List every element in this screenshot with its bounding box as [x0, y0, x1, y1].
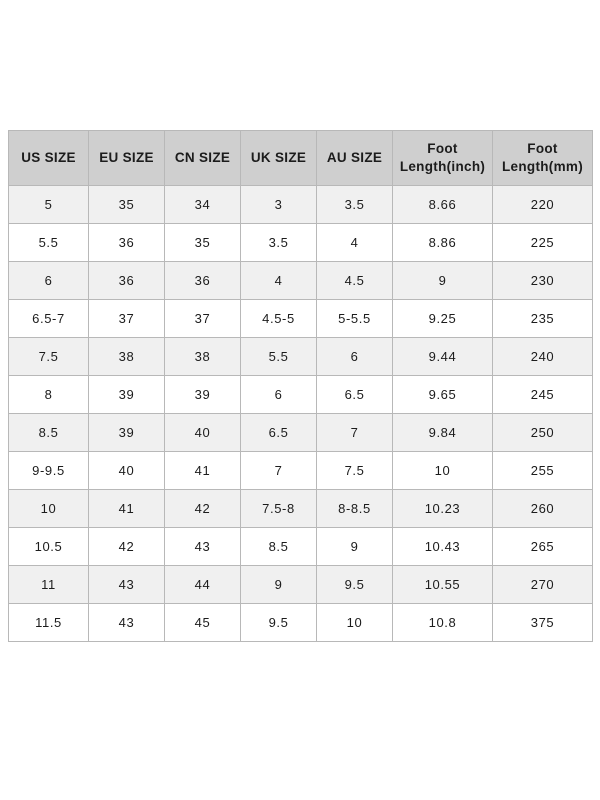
cell-eu-size: 40 [89, 452, 165, 490]
cell-us-size: 11.5 [9, 604, 89, 642]
table-row [9, 528, 593, 566]
cell-foot-length-inch: 9.25 [393, 300, 493, 338]
cell-foot-length-inch: 9 [393, 262, 493, 300]
table-row [9, 414, 593, 452]
cell-uk-size: 6 [241, 376, 317, 414]
column-header-uk-size: UK SIZE [241, 131, 317, 186]
cell-uk-size: 3.5 [241, 224, 317, 262]
cell-foot-length-inch: 9.44 [393, 338, 493, 376]
cell-eu-size: 43 [89, 604, 165, 642]
cell-uk-size: 7 [241, 452, 317, 490]
cell-cn-size: 40 [165, 414, 241, 452]
cell-uk-size: 9 [241, 566, 317, 604]
cell-foot-length-inch: 8.66 [393, 186, 493, 224]
cell-foot-length-mm: 375 [493, 604, 593, 642]
cell-eu-size: 41 [89, 490, 165, 528]
cell-foot-length-mm: 240 [493, 338, 593, 376]
cell-au-size: 4 [317, 224, 393, 262]
cell-eu-size: 42 [89, 528, 165, 566]
table-row [9, 566, 593, 604]
cell-us-size: 10.5 [9, 528, 89, 566]
shoe-size-chart-table [8, 130, 593, 642]
cell-us-size: 10 [9, 490, 89, 528]
cell-au-size: 6.5 [317, 376, 393, 414]
cell-au-size: 10 [317, 604, 393, 642]
cell-foot-length-mm: 225 [493, 224, 593, 262]
cell-uk-size: 7.5-8 [241, 490, 317, 528]
cell-au-size: 7.5 [317, 452, 393, 490]
column-header-us-size: US SIZE [9, 131, 89, 186]
cell-foot-length-inch: 10.8 [393, 604, 493, 642]
cell-au-size: 9 [317, 528, 393, 566]
cell-eu-size: 36 [89, 224, 165, 262]
cell-au-size: 8-8.5 [317, 490, 393, 528]
cell-uk-size: 4 [241, 262, 317, 300]
cell-uk-size: 5.5 [241, 338, 317, 376]
cell-foot-length-mm: 260 [493, 490, 593, 528]
cell-us-size: 6 [9, 262, 89, 300]
column-header-foot-length-inch: Foot Length(inch) [393, 131, 493, 186]
column-header-cn-size: CN SIZE [165, 131, 241, 186]
cell-uk-size: 9.5 [241, 604, 317, 642]
cell-eu-size: 37 [89, 300, 165, 338]
cell-foot-length-mm: 230 [493, 262, 593, 300]
cell-us-size: 5.5 [9, 224, 89, 262]
cell-cn-size: 41 [165, 452, 241, 490]
cell-cn-size: 36 [165, 262, 241, 300]
table-body [9, 186, 593, 642]
cell-foot-length-inch: 10 [393, 452, 493, 490]
cell-foot-length-mm: 235 [493, 300, 593, 338]
table-row [9, 338, 593, 376]
cell-foot-length-inch: 10.43 [393, 528, 493, 566]
table-row [9, 490, 593, 528]
cell-cn-size: 39 [165, 376, 241, 414]
cell-foot-length-mm: 245 [493, 376, 593, 414]
cell-cn-size: 44 [165, 566, 241, 604]
cell-cn-size: 35 [165, 224, 241, 262]
cell-foot-length-mm: 220 [493, 186, 593, 224]
cell-us-size: 8 [9, 376, 89, 414]
column-header-foot-length-mm: Foot Length(mm) [493, 131, 593, 186]
cell-au-size: 4.5 [317, 262, 393, 300]
size-chart-table-wrapper [8, 130, 592, 642]
cell-eu-size: 39 [89, 414, 165, 452]
table-row [9, 604, 593, 642]
cell-au-size: 3.5 [317, 186, 393, 224]
column-header-au-size: AU SIZE [317, 131, 393, 186]
cell-cn-size: 42 [165, 490, 241, 528]
cell-au-size: 5-5.5 [317, 300, 393, 338]
table-header-row [9, 131, 593, 186]
cell-cn-size: 38 [165, 338, 241, 376]
cell-foot-length-inch: 8.86 [393, 224, 493, 262]
table-row [9, 376, 593, 414]
table-header [9, 131, 593, 186]
cell-cn-size: 34 [165, 186, 241, 224]
cell-eu-size: 39 [89, 376, 165, 414]
table-row [9, 224, 593, 262]
table-row [9, 452, 593, 490]
cell-cn-size: 37 [165, 300, 241, 338]
cell-cn-size: 43 [165, 528, 241, 566]
cell-foot-length-mm: 270 [493, 566, 593, 604]
cell-foot-length-mm: 255 [493, 452, 593, 490]
table-row [9, 262, 593, 300]
cell-us-size: 7.5 [9, 338, 89, 376]
cell-us-size: 8.5 [9, 414, 89, 452]
cell-uk-size: 8.5 [241, 528, 317, 566]
cell-foot-length-inch: 9.65 [393, 376, 493, 414]
cell-us-size: 5 [9, 186, 89, 224]
cell-foot-length-inch: 10.23 [393, 490, 493, 528]
cell-foot-length-mm: 250 [493, 414, 593, 452]
cell-foot-length-inch: 10.55 [393, 566, 493, 604]
cell-us-size: 11 [9, 566, 89, 604]
cell-us-size: 9-9.5 [9, 452, 89, 490]
cell-au-size: 7 [317, 414, 393, 452]
cell-cn-size: 45 [165, 604, 241, 642]
cell-us-size: 6.5-7 [9, 300, 89, 338]
cell-au-size: 6 [317, 338, 393, 376]
cell-foot-length-mm: 265 [493, 528, 593, 566]
cell-au-size: 9.5 [317, 566, 393, 604]
table-row [9, 300, 593, 338]
cell-uk-size: 3 [241, 186, 317, 224]
cell-eu-size: 38 [89, 338, 165, 376]
column-header-eu-size: EU SIZE [89, 131, 165, 186]
cell-uk-size: 6.5 [241, 414, 317, 452]
cell-eu-size: 35 [89, 186, 165, 224]
cell-foot-length-inch: 9.84 [393, 414, 493, 452]
cell-uk-size: 4.5-5 [241, 300, 317, 338]
cell-eu-size: 43 [89, 566, 165, 604]
cell-eu-size: 36 [89, 262, 165, 300]
table-row [9, 186, 593, 224]
